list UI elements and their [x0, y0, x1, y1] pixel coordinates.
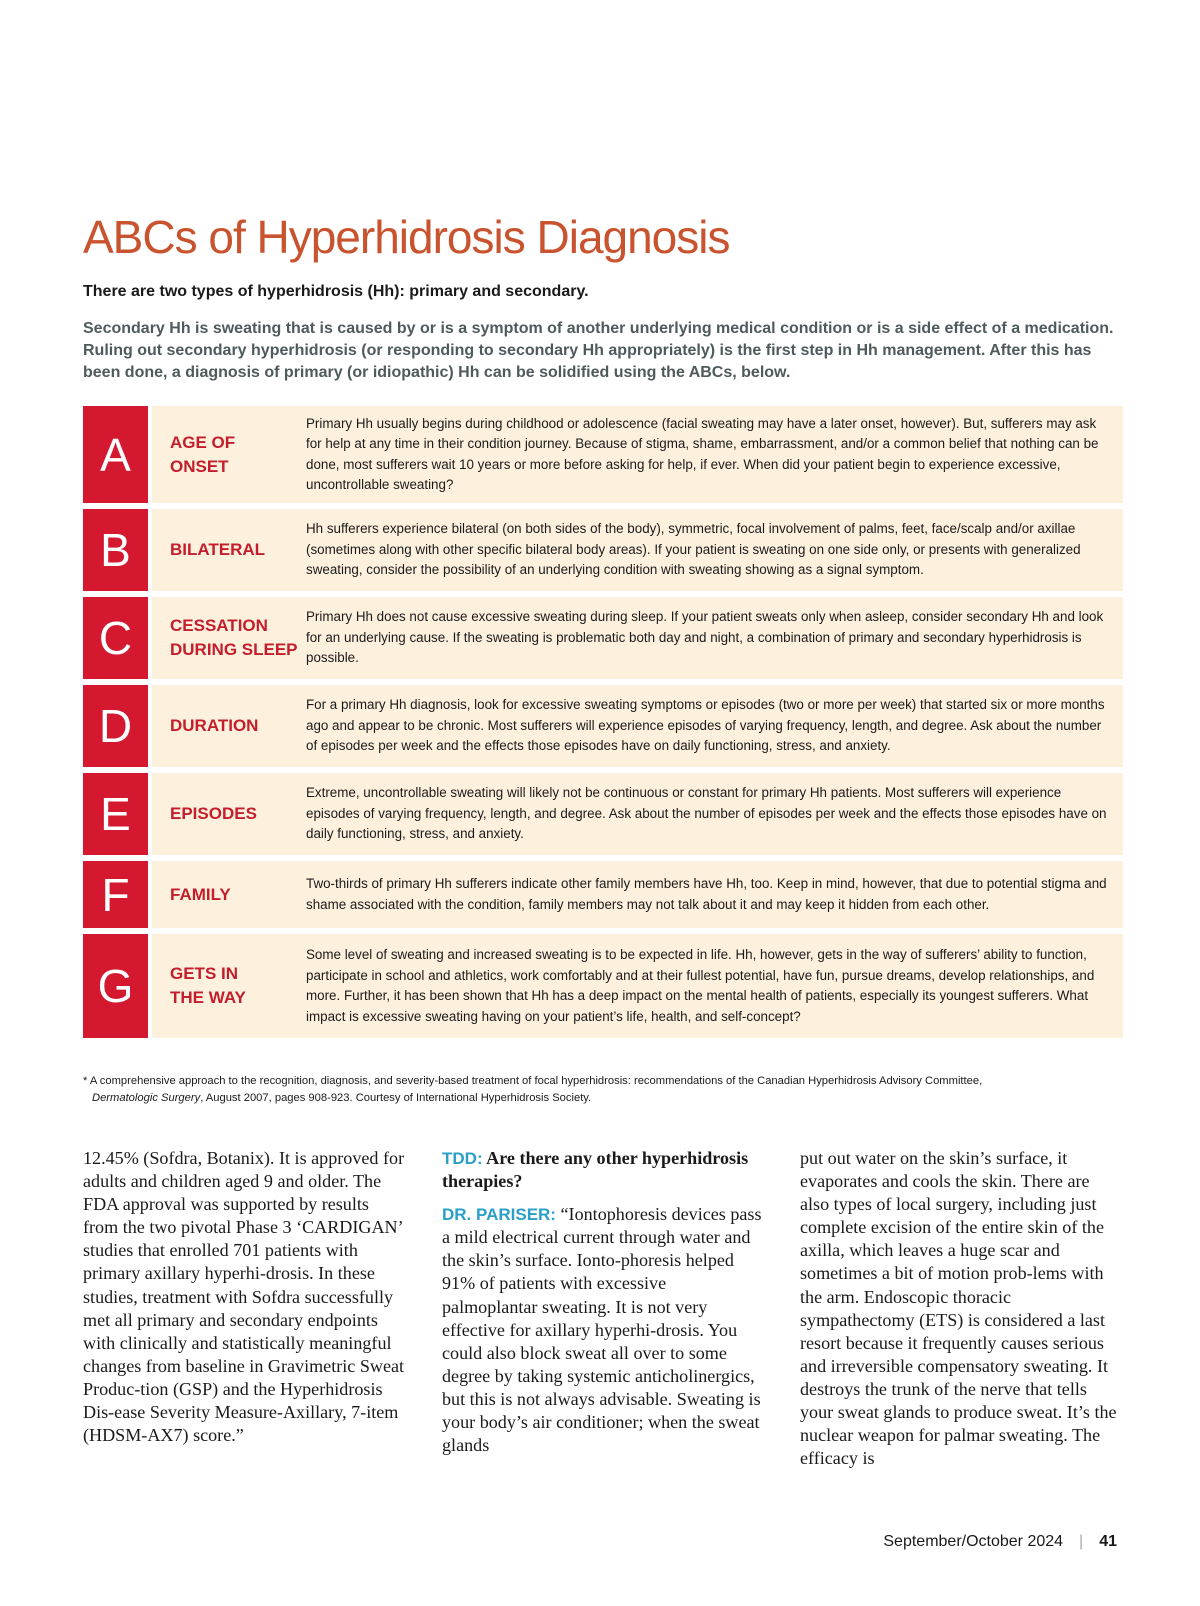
question-text: Are there any other hyperhidrosis therapies?: [442, 1148, 749, 1192]
abc-description: Hh sufferers experience bilateral (on both sides of the body), symmetric, focal involvement of palms, feet, face/scalp and/or axillae (sometimes along with other specific bilateral body areas). If your patient is sweating on one side only, or presents with generalized sweating, consider the possibility of an underlying condition with sweating showing as a signal symptom.: [302, 509, 1123, 591]
abc-description: Some level of sweating and increased sweating is to be expected in life. Hh, however, gets in the way of sufferers’ ability to function, participate in school and athletics, work comfortably and at their fullest potential, have fun, pursue dreams, develop relationships, and more. Further, it has been shown that Hh has a deep impact on the mental health of patients, especially its youngest sufferers. What impact is excessive sweating having on your patient’s life, health, and self-concept?: [302, 934, 1123, 1038]
abc-description: Two-thirds of primary Hh sufferers indicate other family members have Hh, too. Keep in mind, however, that due to potential stigma and shame associated with the condition, family members may not talk about it and may keep it hidden from each other.: [302, 861, 1123, 928]
abc-label: CESSATION DURING SLEEP: [152, 597, 302, 679]
page-number: 41: [1099, 1533, 1117, 1550]
answer-text: “Iontophoresis devices pass a mild electrical current through water and the skin’s surface. Ionto-phoresis helped 91% of patients with excessive palmoplantar sweating. It is not very effective for axillary hyperhi-drosis. You could also block sweat all over to some degree by taking systemic anticholinergics, but this is not always advisable. Sweating is your body’s air conditioner; when the sweat glands: [442, 1204, 762, 1456]
footer-separator: |: [1079, 1533, 1084, 1550]
abc-label: EPISODES: [152, 773, 302, 855]
abc-label: FAMILY: [152, 861, 302, 928]
page-title: ABCs of Hyperhidrosis Diagnosis: [83, 211, 730, 263]
footnote-line: * A comprehensive approach to the recognition, diagnosis, and severity-based treatment of focal hyperhidrosis: recommendations of the Canadian Hyperhidrosis Advisory Committee,: [83, 1075, 983, 1087]
abc-letter: G: [83, 934, 148, 1038]
abc-row-g: [83, 934, 1123, 1038]
abc-description: Primary Hh usually begins during childhood or adolescence (facial sweating may have a later onset, however). But, sufferers may ask for help at any time in their condition journey. Because of stigma, shame, embarrassment, and/or a common belief that nothing can be done, most sufferers wait 10 years or more before asking for help, if ever. When did your patient begin to experience excessive, uncontrollable sweating?: [302, 406, 1123, 503]
footnote-citation: , August 2007, pages 908-923. Courtesy of International Hyperhidrosis Society.: [200, 1092, 592, 1104]
abc-description: Extreme, uncontrollable sweating will likely not be continuous or constant for primary Hh patients. Most sufferers will experience episodes of varying frequency, length, and degree. Ask about the number of episodes per week and the effects those episodes have on daily functioning, stress, and anxiety.: [302, 773, 1123, 855]
question-tag: TDD:: [442, 1149, 483, 1168]
abc-label: BILATERAL: [152, 509, 302, 591]
abc-letter: B: [83, 509, 148, 591]
page-footer: [883, 1533, 1117, 1551]
answer-tag: DR. PARISER:: [442, 1205, 556, 1225]
abc-letter: F: [83, 861, 148, 928]
article-paragraph: 12.45% (Sofdra, Botanix). It is approved for adults and children aged 9 and older. The FDA approval was supported by results from the two pivotal Phase 3 ‘CARDIGAN’ studies that enrolled 701 patients with primary axillary hyperhi-drosis. In these studies, treatment with Sofdra successfully met all primary and secondary endpoints with clinically and statistically meaningful changes from baseline in Gravimetric Sweat Produc-tion (GSP) and the Hyperhidrosis Dis-ease Severity Measure-Axillary, 7-item (HDSM-AX7) score.”: [83, 1148, 405, 1446]
footnote-line: [83, 1090, 1123, 1107]
abc-row-b: [83, 509, 1123, 591]
footnote-journal: Dermatologic Surgery: [92, 1092, 201, 1104]
abc-row-e: [83, 773, 1123, 855]
abc-row-f: [83, 861, 1123, 928]
abc-description: Primary Hh does not cause excessive sweating during sleep. If your patient sweats only when asleep, consider secondary Hh and look for an underlying cause. If the sweating is problematic both day and night, a combination of primary and secondary hyperhidrosis is possible.: [302, 597, 1123, 679]
abc-letter: A: [83, 406, 148, 503]
article-column-3: [800, 1147, 1122, 1470]
abc-letter: E: [83, 773, 148, 855]
abc-label: AGE OF ONSET: [152, 406, 302, 503]
abc-letter: C: [83, 597, 148, 679]
article-column-1: [83, 1147, 405, 1447]
abc-row-c: [83, 597, 1123, 679]
interview-answer: [442, 1203, 764, 1457]
subtitle: There are two types of hyperhidrosis (Hh): primary and secondary.: [83, 283, 589, 300]
issue-date: September/October 2024: [883, 1533, 1064, 1550]
abc-letter: D: [83, 685, 148, 767]
abc-description: For a primary Hh diagnosis, look for excessive sweating symptoms or episodes (two or more per week) that started six or more months ago and appear to be chronic. Most sufferers will experience episodes of varying frequency, length, and degree. Ask about the number of episodes per week and the effects those episodes have on daily functioning, stress, and anxiety.: [302, 685, 1123, 767]
abc-row-a: [83, 406, 1123, 503]
interview-question: [442, 1147, 764, 1193]
article-column-2: [442, 1147, 764, 1457]
footnote: [83, 1073, 1123, 1107]
abc-label: DURATION: [152, 685, 302, 767]
abc-row-d: [83, 685, 1123, 767]
abc-table: [83, 406, 1123, 1044]
abc-label: GETS IN THE WAY: [152, 934, 302, 1038]
article-paragraph: put out water on the skin’s surface, it evaporates and cools the skin. There are also types of local surgery, including just complete excision of the entire skin of the axilla, which leaves a huge scar and sometimes a bit of motion prob-lems with the arm. Endoscopic thoracic sympathectomy (ETS) is considered a last resort because it frequently causes serious and irreversible compensatory sweating. It destroys the trunk of the nerve that tells your sweat glands to produce sweat. It’s the nuclear weapon for palmar sweating. The efficacy is: [800, 1148, 1117, 1469]
intro-paragraph: Secondary Hh is sweating that is caused by or is a symptom of another underlying medical condition or is a side effect of a medication. Ruling out secondary hyperhidrosis (or responding to secondary Hh appropriately) is the first step in Hh management. After this has been done, a diagnosis of primary (or idiopathic) Hh can be solidified using the ABCs, below.: [83, 320, 1114, 381]
